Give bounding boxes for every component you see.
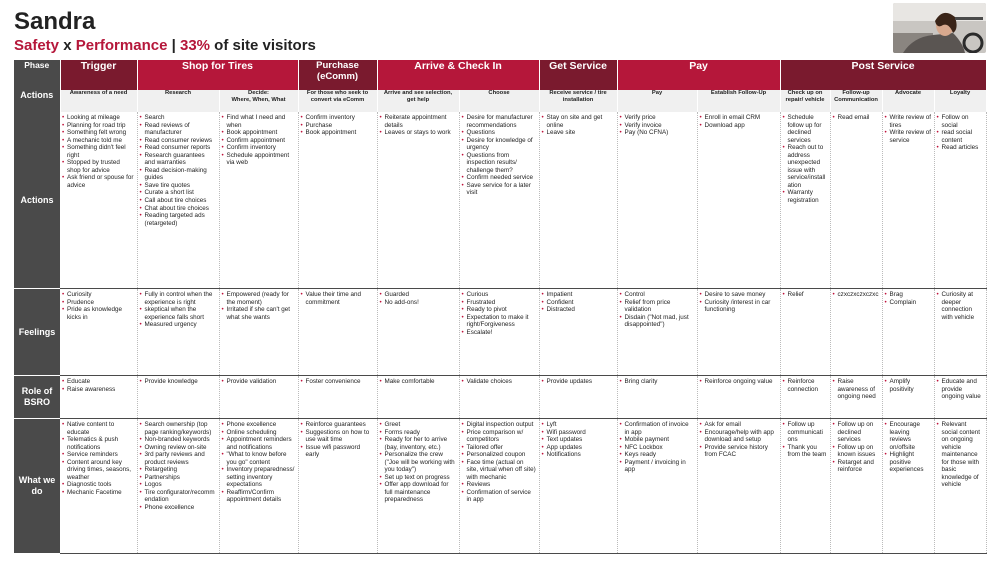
role-list xyxy=(937,378,984,401)
role-cell xyxy=(697,376,780,419)
what-cell xyxy=(539,419,617,554)
list-item: • Retarget and reinforce xyxy=(833,459,880,474)
list-item: • Impatient xyxy=(542,291,615,299)
list-item: • Confirm needed service xyxy=(462,174,537,182)
list-item: • Planning for road trip xyxy=(62,122,135,130)
list-item: • Service reminders xyxy=(62,451,135,459)
what-cell xyxy=(377,419,459,554)
action-header-cell: Check up on repair/ vehicle xyxy=(780,90,830,112)
list-item: • Something felt wrong xyxy=(62,129,135,137)
list-item: • Personalize the crew ("Joe will be working with you today") xyxy=(380,451,457,474)
list-item: • Payment / invoicing in app xyxy=(620,459,695,474)
list-item: • Telematics & push notifications xyxy=(62,436,135,451)
actions-cell xyxy=(780,112,830,289)
what-list xyxy=(885,421,932,474)
feelings-list xyxy=(380,291,457,306)
subtitle-percent: 33% xyxy=(179,37,211,54)
list-item: • Escalate! xyxy=(462,329,537,337)
phase-trigger: Trigger xyxy=(60,60,137,90)
what-we-do-row xyxy=(14,419,986,554)
actions-cell xyxy=(219,112,298,289)
role-row xyxy=(14,376,986,419)
list-item: • Expectation to make it right/Forgiveness xyxy=(462,314,537,329)
list-item: • Make comfortable xyxy=(380,378,457,386)
action-header-cell: For those who seek to convert via eComm xyxy=(298,90,377,112)
role-cell xyxy=(377,376,459,419)
actions-list xyxy=(62,114,135,189)
feelings-list xyxy=(222,291,296,321)
journey-map xyxy=(14,60,987,554)
actions-list xyxy=(783,114,828,205)
list-item: • Ready to pivot xyxy=(462,306,537,314)
what-cell xyxy=(617,419,697,554)
list-item: • Something didn't feel right xyxy=(62,144,135,159)
list-item: • Enroll in email CRM xyxy=(700,114,778,122)
list-item: • Online scheduling xyxy=(222,429,296,437)
list-item: • Highlight positive experiences xyxy=(885,451,932,474)
action-header-cell: Arrive and see selection, get help xyxy=(377,90,459,112)
list-item: • Content around key driving times, seasons, weather xyxy=(62,459,135,482)
list-item: • Encourage leaving reviews on/offsite xyxy=(885,421,932,451)
list-item: • Search xyxy=(140,114,217,122)
role-cell xyxy=(60,376,137,419)
list-item: • Confirm inventory xyxy=(222,144,296,152)
list-item: • Confident xyxy=(542,299,615,307)
feelings-list xyxy=(700,291,778,314)
list-item: • Curiosity at deeper connection with vehicle xyxy=(937,291,984,321)
list-item: • Search ownership (top page ranking/keywords) xyxy=(140,421,217,436)
list-item: • Personalized coupon xyxy=(462,451,537,459)
list-item: • Read decision-making guides xyxy=(140,167,217,182)
list-item: • Tailored offer xyxy=(462,444,537,452)
list-item: • Appointment reminders and notifications xyxy=(222,436,296,451)
list-item: • Desire to save money xyxy=(700,291,778,299)
list-item: • Educate and provide ongoing value xyxy=(937,378,984,401)
phase-pay: Pay xyxy=(617,60,780,90)
actions-cell xyxy=(539,112,617,289)
role-list xyxy=(301,378,375,386)
feelings-list xyxy=(140,291,217,329)
subtitle-rest: of site visitors xyxy=(210,37,316,54)
role-list xyxy=(462,378,537,386)
list-item: • Educate xyxy=(62,378,135,386)
list-item: • Diagnostic tools xyxy=(62,481,135,489)
what-cell xyxy=(697,419,780,554)
list-item: • Frustrated xyxy=(462,299,537,307)
action-header-cell: Advocate xyxy=(882,90,934,112)
list-item: • Read consumer reports xyxy=(140,144,217,152)
subtitle-x: x xyxy=(59,37,76,54)
phase-label: Phase xyxy=(14,60,60,90)
list-item: • Leave site xyxy=(542,129,615,137)
actions-list xyxy=(140,114,217,227)
feelings-cell xyxy=(219,289,298,376)
list-item: • Questions from inspection results/ challenge them? xyxy=(462,152,537,175)
list-item: • NFC Lockbox xyxy=(620,444,695,452)
role-list xyxy=(380,378,457,386)
role-cell xyxy=(539,376,617,419)
what-cell xyxy=(60,419,137,554)
list-item: • Verify price xyxy=(620,114,695,122)
actions-cell xyxy=(60,112,137,289)
list-item: • Schedule appointment via web xyxy=(222,152,296,167)
list-item: • Confirm inventory xyxy=(301,114,375,122)
list-item: • Book appointment xyxy=(222,129,296,137)
actions-cell xyxy=(830,112,882,289)
list-item: • Thank you from the team xyxy=(783,444,828,459)
list-item: • Issue wifi password early xyxy=(301,444,375,459)
list-item: • Irritated if she can't get what she wants xyxy=(222,306,296,321)
list-item: • Bring clarity xyxy=(620,378,695,386)
list-item: • Verify invoice xyxy=(620,122,695,130)
list-item: • Follow up on declined services xyxy=(833,421,880,444)
list-item: • Chat about tire choices xyxy=(140,205,217,213)
list-item: • Find what I need and when xyxy=(222,114,296,129)
list-item: • read social content xyxy=(937,129,984,144)
list-item: • Owning review on-site xyxy=(140,444,217,452)
actions-row xyxy=(14,112,986,289)
list-item: • Empowered (ready for the moment) xyxy=(222,291,296,306)
role-row-label: Role of BSRO xyxy=(14,376,60,419)
persona-name: Sandra xyxy=(14,8,96,35)
list-item: • Raise awareness xyxy=(62,386,135,394)
actions-cell xyxy=(298,112,377,289)
list-item: • Prudence xyxy=(62,299,135,307)
list-item: • Save tire quotes xyxy=(140,182,217,190)
list-item: • Reinforce ongoing value xyxy=(700,378,778,386)
list-item: • Provide updates xyxy=(542,378,615,386)
list-item: • Read reviews of manufacturer xyxy=(140,122,217,137)
action-header-cell: Research xyxy=(137,90,219,112)
feelings-cell xyxy=(298,289,377,376)
what-list xyxy=(937,421,984,489)
list-item: • Digital inspection output xyxy=(462,421,537,429)
action-header-cell: Decide: Where, When, What xyxy=(219,90,298,112)
list-item: • Relief from price validation xyxy=(620,299,695,314)
list-item: • Save service for a later visit xyxy=(462,182,537,197)
feelings-cell xyxy=(830,289,882,376)
actions-list xyxy=(301,114,375,137)
feelings-cell xyxy=(697,289,780,376)
list-item: • Stay on site and get online xyxy=(542,114,615,129)
list-item: • czxczxczxczxc xyxy=(833,291,880,299)
actions-cell xyxy=(459,112,539,289)
role-list xyxy=(140,378,217,386)
list-item: • Tire configurator/recomm endation xyxy=(140,489,217,504)
list-item: • Set up text on progress xyxy=(380,474,457,482)
list-item: • Reading targeted ads (retargeted) xyxy=(140,212,217,227)
feelings-cell xyxy=(780,289,830,376)
actions-list xyxy=(222,114,296,167)
feelings-list xyxy=(301,291,375,306)
list-item: • Curate a short list xyxy=(140,189,217,197)
action-header-cell: Loyalty xyxy=(934,90,986,112)
list-item: • Distracted xyxy=(542,306,615,314)
list-item: • Disdain ("Not mad, just disappointed") xyxy=(620,314,695,329)
list-item: • Pride as knowledge kicks in xyxy=(62,306,135,321)
list-item: • Guarded xyxy=(380,291,457,299)
actions-cell xyxy=(697,112,780,289)
feelings-list xyxy=(462,291,537,336)
list-item: • Reviews xyxy=(462,481,537,489)
list-item: • Confirmation of invoice in app xyxy=(620,421,695,436)
what-cell xyxy=(780,419,830,554)
role-list xyxy=(833,378,880,401)
what-list xyxy=(620,421,695,474)
phase-header-row xyxy=(14,60,986,90)
action-header-cell: Follow-up Communication xyxy=(830,90,882,112)
what-we-do-row-label: What we do xyxy=(14,419,60,554)
what-list xyxy=(700,421,778,459)
actions-cell xyxy=(882,112,934,289)
action-header-cell: Choose xyxy=(459,90,539,112)
list-item: • Forms ready xyxy=(380,429,457,437)
feelings-list xyxy=(783,291,828,299)
actions-cell xyxy=(377,112,459,289)
list-item: • Measured urgency xyxy=(140,321,217,329)
what-list xyxy=(222,421,296,504)
list-item: • Notifications xyxy=(542,451,615,459)
feelings-cell xyxy=(934,289,986,376)
list-item: • Reaffirm/Confirm appointment details xyxy=(222,489,296,504)
list-item: • Complain xyxy=(885,299,932,307)
what-cell xyxy=(934,419,986,554)
list-item: • Ask friend or spouse for advice xyxy=(62,174,135,189)
feelings-list xyxy=(833,291,880,299)
list-item: • Control xyxy=(620,291,695,299)
actions-row-label: Actions xyxy=(14,112,60,289)
actions-list xyxy=(542,114,615,137)
role-cell xyxy=(219,376,298,419)
what-list xyxy=(542,421,615,459)
actions-list xyxy=(462,114,537,197)
list-item: • App updates xyxy=(542,444,615,452)
actions-cell xyxy=(934,112,986,289)
list-item: • Inventory preparedness/ setting inventory expectations xyxy=(222,466,296,489)
what-list xyxy=(783,421,828,459)
list-item: • Read articles xyxy=(937,144,984,152)
list-item: • Native content to educate xyxy=(62,421,135,436)
list-item: • Value their time and commitment xyxy=(301,291,375,306)
list-item: • Encourage/help with app download and setup xyxy=(700,429,778,444)
role-cell xyxy=(137,376,219,419)
what-list xyxy=(140,421,217,512)
list-item: • Relief xyxy=(783,291,828,299)
list-item: • Price comparison w/ competitors xyxy=(462,429,537,444)
list-item: • 3rd party reviews and product reviews xyxy=(140,451,217,466)
role-list xyxy=(700,378,778,386)
list-item: • Purchase xyxy=(301,122,375,130)
role-cell xyxy=(934,376,986,419)
actions-header-label: Actions xyxy=(14,90,60,112)
feelings-cell xyxy=(617,289,697,376)
role-cell xyxy=(882,376,934,419)
what-cell xyxy=(219,419,298,554)
list-item: • Reiterate appointment details xyxy=(380,114,457,129)
list-item: • Mechanic Facetime xyxy=(62,489,135,497)
list-item: • Validate choices xyxy=(462,378,537,386)
action-header-cell: Establish Follow-Up xyxy=(697,90,780,112)
list-item: • Read consumer reviews xyxy=(140,137,217,145)
list-item: • Stopped by trusted shop for advice xyxy=(62,159,135,174)
role-cell xyxy=(617,376,697,419)
list-item: • Reach out to address unexpected issue with service/install ation xyxy=(783,144,828,189)
list-item: • Retargeting xyxy=(140,466,217,474)
what-cell xyxy=(459,419,539,554)
what-list xyxy=(301,421,375,459)
list-item: • Ask for email xyxy=(700,421,778,429)
list-item: • Face time (actual on site, virtual when off site) with mechanic xyxy=(462,459,537,482)
list-item: • Follow up communicati ons xyxy=(783,421,828,444)
actions-list xyxy=(380,114,457,137)
role-list xyxy=(620,378,695,386)
feelings-cell xyxy=(60,289,137,376)
what-cell xyxy=(298,419,377,554)
list-item: • Partnerships xyxy=(140,474,217,482)
role-cell xyxy=(780,376,830,419)
role-cell xyxy=(298,376,377,419)
list-item: • No add-ons! xyxy=(380,299,457,307)
list-item: • Curiosity /interest in car functioning xyxy=(700,299,778,314)
list-item: • Read email xyxy=(833,114,880,122)
phase-shop-for-tires: Shop for Tires xyxy=(137,60,298,90)
feelings-list xyxy=(542,291,615,314)
list-item: • Looking at mileage xyxy=(62,114,135,122)
list-item: • Reinforce connection xyxy=(783,378,828,393)
list-item: • Write review of tires xyxy=(885,114,932,129)
actions-cell xyxy=(137,112,219,289)
list-item: • Desire for manufacturer recommendations xyxy=(462,114,537,129)
list-item: • Curiosity xyxy=(62,291,135,299)
feelings-cell xyxy=(882,289,934,376)
actions-header-row xyxy=(14,90,986,112)
feelings-list xyxy=(885,291,932,306)
feelings-row-label: Feelings xyxy=(14,289,60,376)
role-list xyxy=(885,378,932,393)
list-item: • Suggestions on how to use wait time xyxy=(301,429,375,444)
role-list xyxy=(62,378,135,393)
list-item: • Text updates xyxy=(542,436,615,444)
actions-list xyxy=(885,114,932,144)
what-cell xyxy=(137,419,219,554)
list-item: • Amplify positivity xyxy=(885,378,932,393)
list-item: • Phone excellence xyxy=(140,504,217,512)
list-item: • A mechanic told me xyxy=(62,137,135,145)
list-item: • Relevant social content on ongoing vehicle maintenance for those with basic knowledge of vehicle xyxy=(937,421,984,489)
feelings-list xyxy=(62,291,135,321)
phase-arrive-check-in: Arrive & Check In xyxy=(377,60,539,90)
feelings-list xyxy=(937,291,984,321)
feelings-row xyxy=(14,289,986,376)
list-item: • Greet xyxy=(380,421,457,429)
list-item: • Ready for her to arrive (bay, inventory, etc.) xyxy=(380,436,457,451)
list-item: • Provide service history from FCAC xyxy=(700,444,778,459)
feelings-cell xyxy=(377,289,459,376)
list-item: • skeptical when the experience falls short xyxy=(140,306,217,321)
list-item: • Questions xyxy=(462,129,537,137)
actions-list xyxy=(700,114,778,129)
role-cell xyxy=(459,376,539,419)
what-list xyxy=(462,421,537,504)
list-item: • Book appointment xyxy=(301,129,375,137)
list-item: • Provide validation xyxy=(222,378,296,386)
list-item: • Foster convenience xyxy=(301,378,375,386)
list-item: • Write review of service xyxy=(885,129,932,144)
role-list xyxy=(783,378,828,393)
list-item: • Confirm appointment xyxy=(222,137,296,145)
what-list xyxy=(380,421,457,504)
feelings-cell xyxy=(137,289,219,376)
what-cell xyxy=(830,419,882,554)
feelings-cell xyxy=(459,289,539,376)
list-item: • Desire for knowledge of urgency xyxy=(462,137,537,152)
action-header-cell: Pay xyxy=(617,90,697,112)
feelings-list xyxy=(620,291,695,329)
phase-post-service: Post Service xyxy=(780,60,986,90)
list-item: • Curious xyxy=(462,291,537,299)
list-item: • Wifi password xyxy=(542,429,615,437)
list-item: • Offer app download for full maintenance preparedness xyxy=(380,481,457,504)
role-list xyxy=(222,378,296,386)
list-item: • Fully in control when the experience is right xyxy=(140,291,217,306)
list-item: • Call about tire choices xyxy=(140,197,217,205)
list-item: • Pay (No CFNA) xyxy=(620,129,695,137)
action-header-cell: Receive service / tire installation xyxy=(539,90,617,112)
actions-cell xyxy=(617,112,697,289)
list-item: • Phone excellence xyxy=(222,421,296,429)
list-item: • Schedule follow up for declined services xyxy=(783,114,828,144)
list-item: • Reinforce guarantees xyxy=(301,421,375,429)
list-item: • Keys ready xyxy=(620,451,695,459)
actions-list xyxy=(937,114,984,152)
persona-subtitle xyxy=(14,37,316,54)
subtitle-separator: | xyxy=(167,37,180,54)
list-item: • Download app xyxy=(700,122,778,130)
actions-list xyxy=(833,114,880,122)
what-cell xyxy=(882,419,934,554)
list-item: • Non-branded keywords xyxy=(140,436,217,444)
list-item: • Confirmation of service in app xyxy=(462,489,537,504)
subtitle-safety: Safety xyxy=(14,37,60,54)
list-item: • Follow up on known issues xyxy=(833,444,880,459)
role-cell xyxy=(830,376,882,419)
list-item: • Leaves or stays to work xyxy=(380,129,457,137)
list-item: • Warranty registration xyxy=(783,189,828,204)
list-item: • "What to know before you go" content xyxy=(222,451,296,466)
phase-purchase: Purchase (eComm) xyxy=(298,60,377,90)
list-item: • Logos xyxy=(140,481,217,489)
action-header-cell: Awareness of a need xyxy=(60,90,137,112)
list-item: • Research guarantees and warranties xyxy=(140,152,217,167)
list-item: • Lyft xyxy=(542,421,615,429)
persona-photo xyxy=(893,3,986,53)
phase-get-service: Get Service xyxy=(539,60,617,90)
what-list xyxy=(62,421,135,496)
list-item: • Provide knowledge xyxy=(140,378,217,386)
subtitle-performance: Performance xyxy=(75,37,168,54)
list-item: • Follow on social xyxy=(937,114,984,129)
what-list xyxy=(833,421,880,474)
feelings-cell xyxy=(539,289,617,376)
list-item: • Brag xyxy=(885,291,932,299)
list-item: • Mobile payment xyxy=(620,436,695,444)
actions-list xyxy=(620,114,695,137)
role-list xyxy=(542,378,615,386)
list-item: • Raise awareness of ongoing need xyxy=(833,378,880,401)
